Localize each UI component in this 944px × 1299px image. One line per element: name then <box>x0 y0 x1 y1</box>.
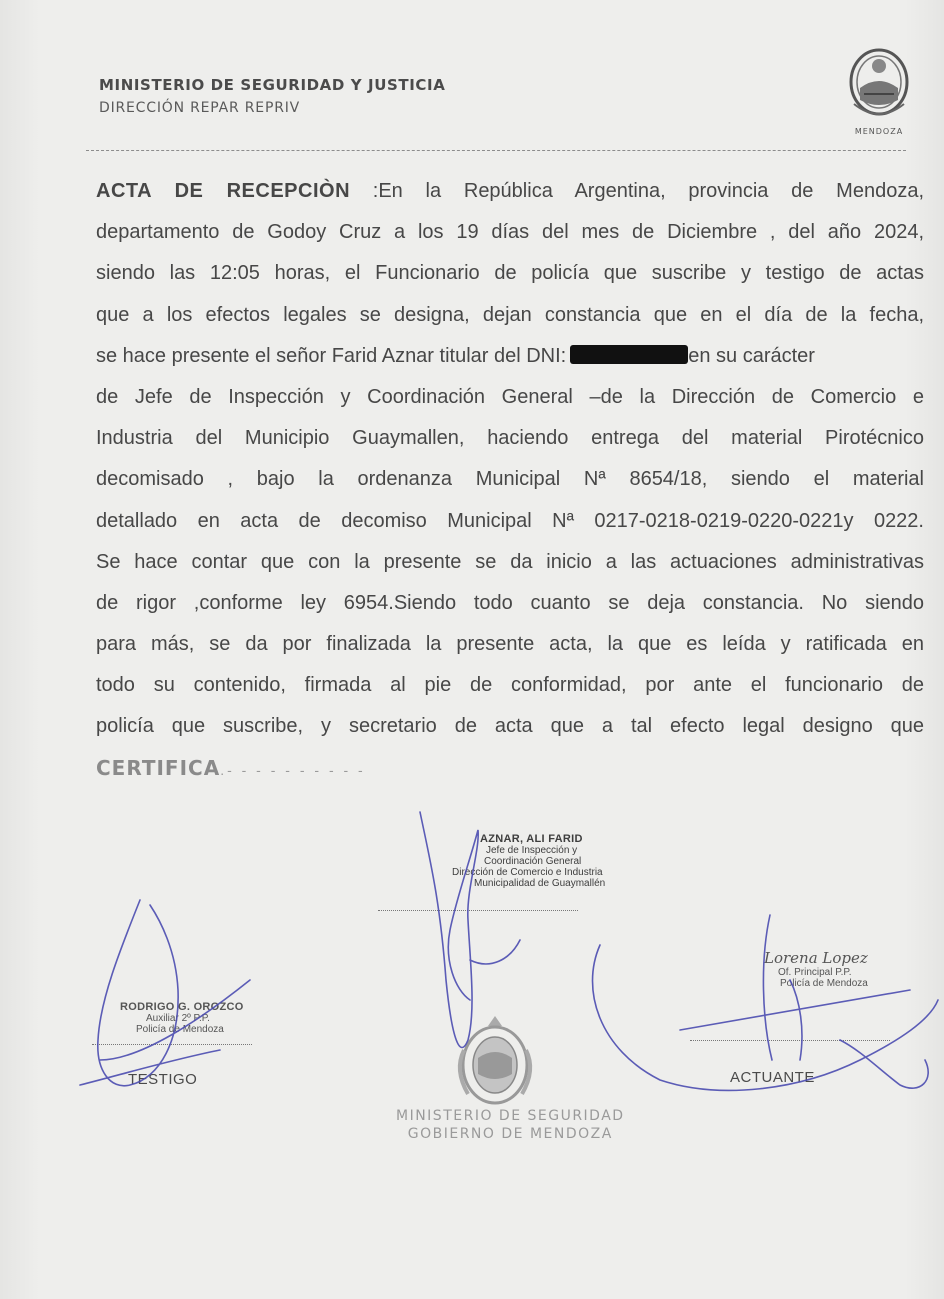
acta-line-2: departamento de Godoy Cruz a los 19 días del mes de Diciembre , del año 2024, <box>96 221 924 244</box>
acta-line-4: que a los efectos legales se designa, dejan constancia que en el día de la fecha, <box>96 303 924 326</box>
acta-line-11: de rigor ,conforme ley 6954.Siendo todo cuanto se deja constancia. No siendo <box>96 591 924 614</box>
acta-line-14: policía que suscribe, y secretario de acta que a tal efecto legal designo que <box>96 715 924 738</box>
certifica-dots: .- - - - - - - - - - <box>220 761 366 778</box>
crest-label: MENDOZA <box>854 127 904 136</box>
certifica-word: CERTIFICA <box>96 755 221 780</box>
acta-line-5: se hace presente el señor Farid Aznar titular del DNI: en su carácter <box>96 344 815 367</box>
actuante-role-1: Of. Principal P.P. <box>778 967 852 978</box>
actuante-stamp <box>764 950 868 989</box>
testigo-role-1: Auxiliar 2º P.P. <box>146 1013 210 1024</box>
letterhead <box>99 76 445 116</box>
acta-line-13: todo su contenido, firmada al pie de conformidad, por ante el funcionario de <box>96 674 924 697</box>
actuante-signature <box>593 915 939 1090</box>
ministry-title: MINISTERIO DE SEGURIDAD Y JUSTICIA <box>99 76 446 94</box>
acta-line-10: Se hace contar que con la presente se da inicio a las actuaciones administrativas <box>96 550 924 573</box>
aznar-role-3: Dirección de Comercio e Industria <box>452 867 603 878</box>
acta-body <box>96 171 924 789</box>
footer-line-2: GOBIERNO DE MENDOZA <box>407 1126 613 1142</box>
government-seal-icon <box>450 1010 540 1110</box>
testigo-name: RODRIGO G. OROZCO <box>120 1001 244 1013</box>
acta-line-6: de Jefe de Inspección y Coordinación General –de la Dirección de Comercio e <box>96 385 924 408</box>
aznar-signature-line <box>378 910 578 911</box>
aznar-role-2: Coordinación General <box>484 856 582 867</box>
acta-line-9: detallado en acta de decomiso Municipal Nª 0217-0218-0219-0220-0221y 0222. <box>96 509 924 532</box>
testigo-role-2: Policía de Mendoza <box>136 1024 224 1035</box>
actuante-name: Lorena Lopez <box>764 949 868 967</box>
ministry-footer-seal <box>396 1107 625 1143</box>
acta-line-12: para más, se da por finalizada la presente acta, la que es leída y ratificada en <box>96 633 924 656</box>
acta-line-8: decomisado , bajo la ordenanza Municipal Nª 8654/18, siendo el material <box>96 468 924 491</box>
footer-line-1: MINISTERIO DE SEGURIDAD <box>396 1108 625 1124</box>
testigo-stamp <box>120 1002 244 1035</box>
aznar-name: AZNAR, ALI FARID <box>480 833 583 845</box>
mendoza-crest-icon <box>842 44 916 140</box>
testigo-label: TESTIGO <box>128 1071 198 1088</box>
acta-line-3: siendo las 12:05 horas, el Funcionario de policía que suscribe y testigo de actas <box>96 262 924 285</box>
acta-line-1: ACTA DE RECEPCIÒN :En la República Argentina, provincia de Mendoza, <box>96 180 925 202</box>
aznar-role-1: Jefe de Inspección y <box>486 845 578 856</box>
acta-line-15 <box>96 748 924 789</box>
acta-title: ACTA DE RECEPCIÒN <box>96 180 351 202</box>
direction-subtitle: DIRECCIÓN REPAR REPRIV <box>99 100 301 116</box>
aznar-stamp <box>452 833 606 889</box>
dni-redaction <box>570 345 688 364</box>
actuante-signature-line <box>690 1040 890 1041</box>
testigo-signature-line <box>92 1044 252 1045</box>
testigo-signature <box>80 900 250 1086</box>
acta-line-7: Industria del Municipio Guaymallen, haciendo entrega del material Pirotécnico <box>96 427 924 450</box>
actuante-role-2: Policía de Mendoza <box>780 978 868 989</box>
header-divider <box>86 150 906 151</box>
aznar-role-4: Municipalidad de Guaymallén <box>474 878 606 889</box>
actuante-label: ACTUANTE <box>730 1069 815 1086</box>
